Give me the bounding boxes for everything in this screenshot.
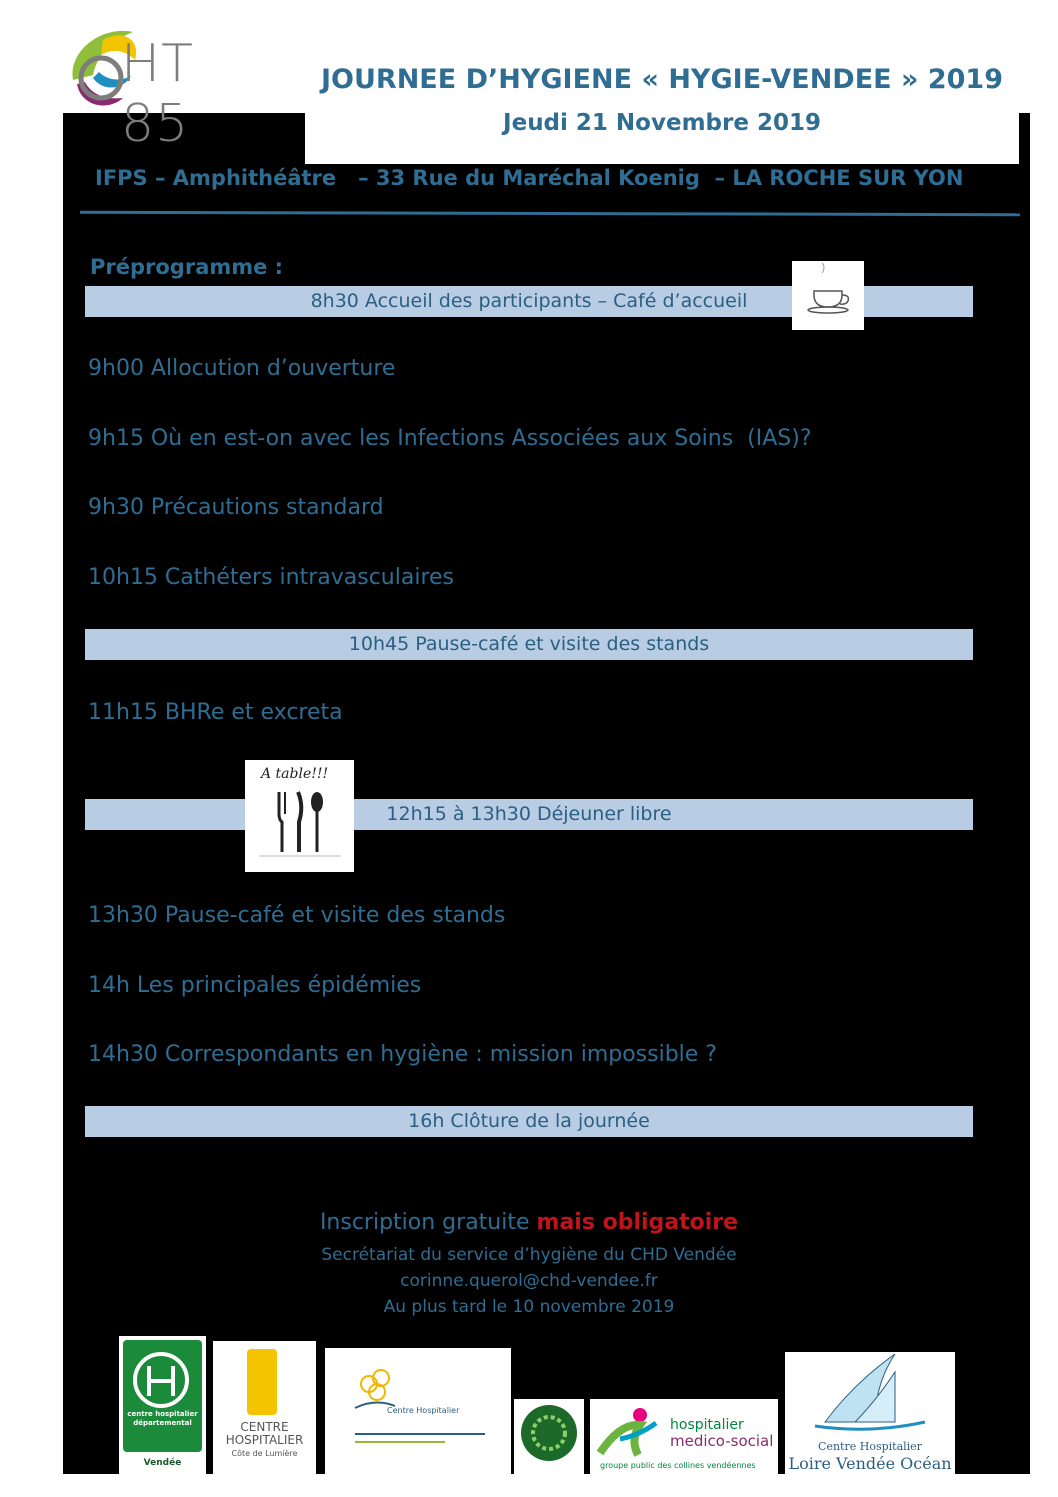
cote-lumiere-line3: Côte de Lumière <box>231 1449 298 1458</box>
loire-line1: Centre Hospitalier <box>818 1440 922 1453</box>
title-box <box>305 50 1019 164</box>
cote-lumiere-line2: HOSPITALIER <box>225 1433 304 1447</box>
band-lunch: 12h15 à 13h30 Déjeuner libre <box>85 799 973 830</box>
agenda-item-ias: 9h15 Où en est-on avec les Infections Associées aux Soins (IAS)? <box>88 426 812 451</box>
lunch-caption: A table!!! <box>261 766 329 782</box>
logo-ch-round <box>514 1399 584 1474</box>
agenda-item-bhre: 11h15 BHRe et excreta <box>88 700 343 725</box>
logo-chd-vendee <box>119 1336 206 1474</box>
program-panel <box>63 113 1030 1474</box>
chd-emblem-icon <box>119 1336 206 1474</box>
venue-address: IFPS – Amphithéâtre – 33 Rue du Maréchal Koenig – LA ROCHE SUR YON <box>95 166 964 190</box>
sun-emblem-icon <box>247 1349 277 1415</box>
registration-email[interactable]: corinne.querol@chd-vendee.fr <box>400 1271 658 1291</box>
logo-loire-vendee-ocean <box>785 1352 955 1474</box>
fork-knife-spoon-icon <box>245 760 354 872</box>
registration-deadline: Au plus tard le 10 novembre 2019 <box>383 1297 675 1317</box>
logo-medico-social <box>590 1399 778 1474</box>
agenda-item-correspondents: 14h30 Correspondants en hygiène : mission impossible ? <box>88 1042 717 1067</box>
logo-ch-fontenay <box>325 1348 511 1474</box>
round-emblem-icon <box>514 1399 584 1474</box>
ght85-logo <box>63 20 275 154</box>
cutlery-picture <box>245 760 354 872</box>
medico-line2: medico-social <box>670 1432 774 1450</box>
medico-line3: groupe public des collines vendéennes <box>600 1461 756 1470</box>
agenda-item-standard: 9h30 Précautions standard <box>88 495 384 520</box>
registration-heading <box>0 1210 1058 1235</box>
loire-line2: Loire Vendée Océan <box>788 1454 952 1473</box>
registration-secretariat: Secrétariat du service d’hygiène du CHD Vendée <box>321 1245 737 1265</box>
agenda-item-epidemics: 14h Les principales épidémies <box>88 973 422 998</box>
chd-sub: Vendée <box>143 1458 182 1468</box>
fontenay-label: Centre Hospitalier <box>387 1406 460 1415</box>
event-title: JOURNEE D’HYGIENE « HYGIE-VENDEE » 2019 <box>320 64 1003 95</box>
program-label: Préprogramme : <box>90 255 284 279</box>
registration-mandatory: mais obligatoire <box>536 1210 739 1235</box>
agenda-item-opening: 9h00 Allocution d’ouverture <box>88 356 396 381</box>
agenda-item-break-afternoon: 13h30 Pause-café et visite des stands <box>88 903 506 928</box>
band-closing: 16h Clôture de la journée <box>85 1106 973 1137</box>
registration-free: Inscription gratuite <box>319 1210 537 1235</box>
logo-text: HT 85 <box>121 34 194 154</box>
coffee-cup-icon <box>792 261 864 330</box>
cote-lumiere-line1: CENTRE <box>240 1420 289 1434</box>
event-date: Jeudi 21 Novembre 2019 <box>503 110 821 136</box>
medico-line1: hospitalier <box>670 1417 744 1433</box>
chd-label: centre hospitalier départemental <box>127 1410 198 1427</box>
logo-cote-lumiere <box>213 1341 316 1474</box>
band-break-morning: 10h45 Pause-café et visite des stands <box>85 629 973 660</box>
band-welcome: 8h30 Accueil des participants – Café d’accueil <box>85 286 973 317</box>
agenda-item-catheters: 10h15 Cathéters intravasculaires <box>88 565 455 590</box>
